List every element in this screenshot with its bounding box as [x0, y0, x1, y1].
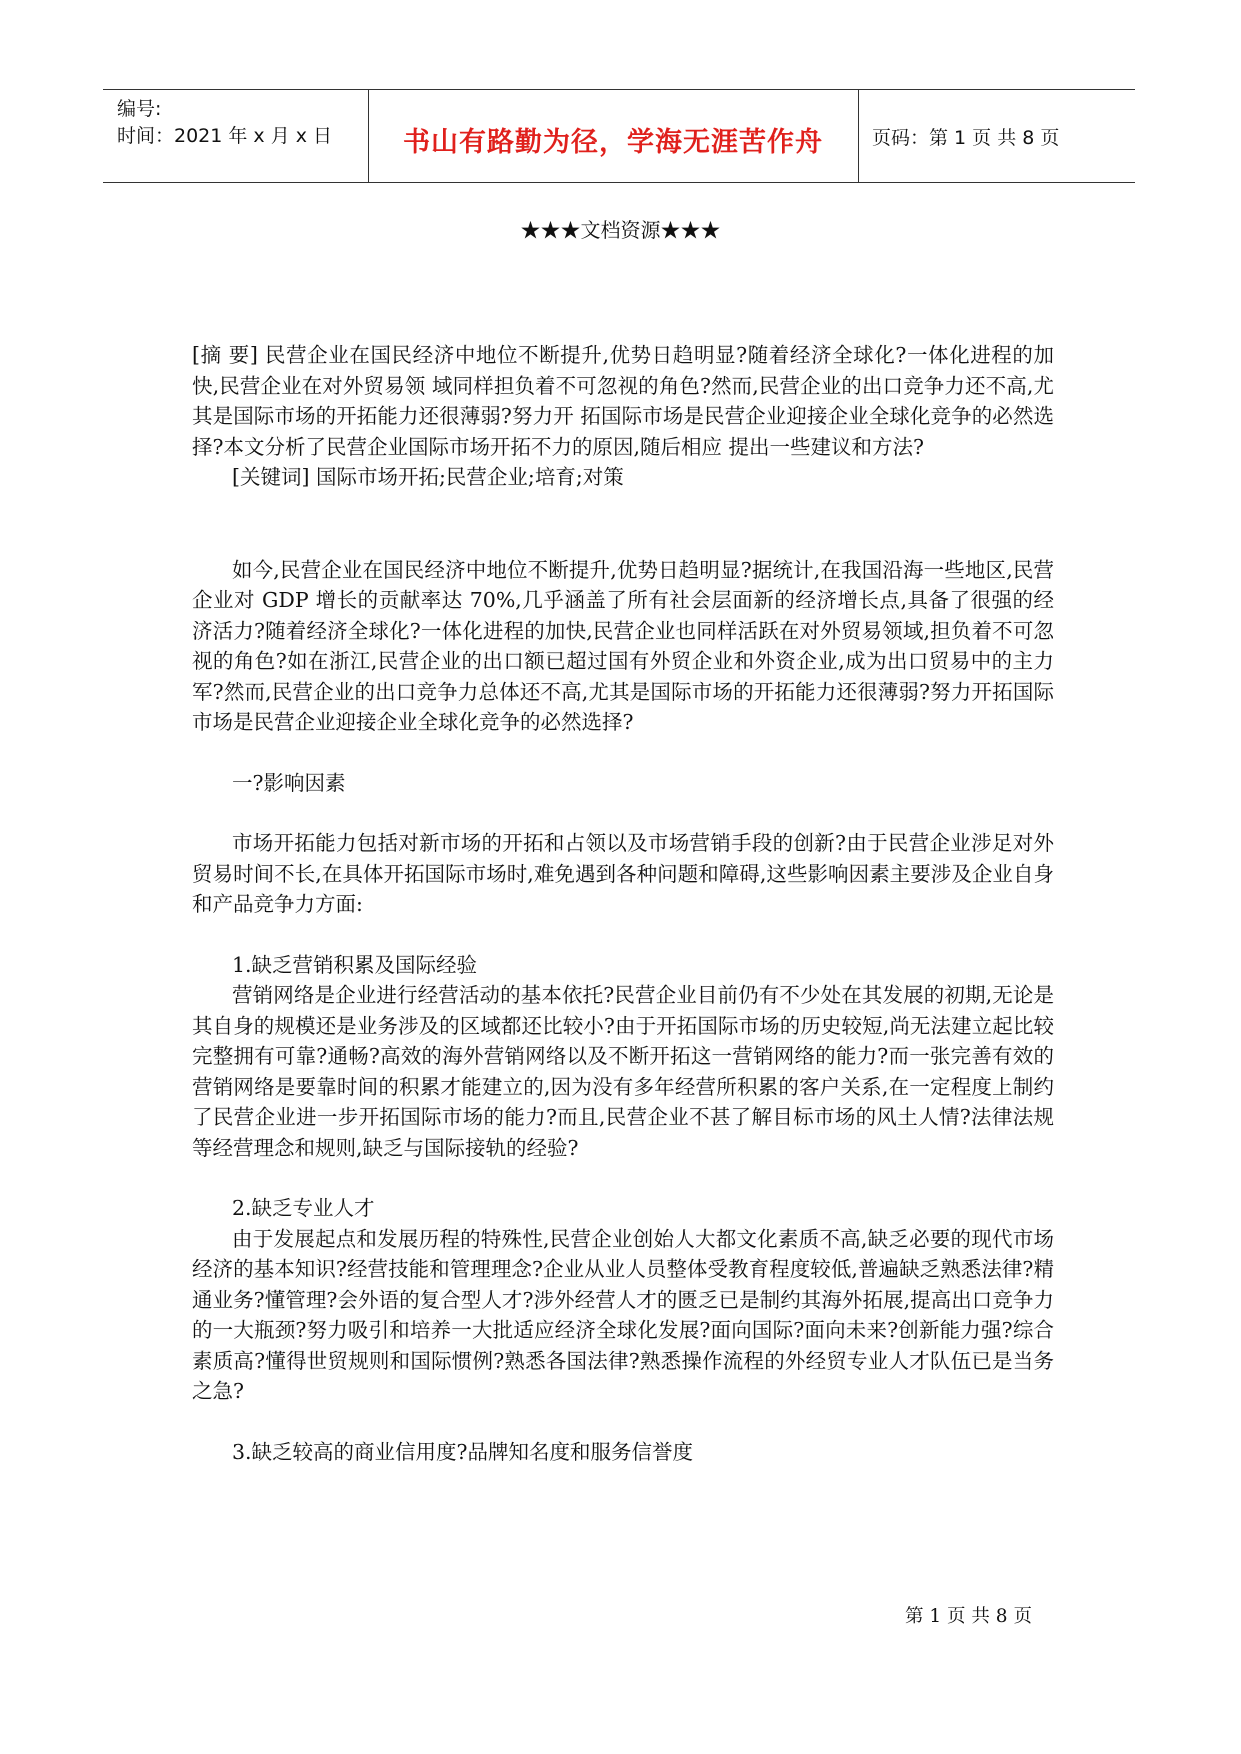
subsection-heading-3: 3.缺乏较高的商业信用度?品牌知名度和服务信誉度 — [232, 1439, 694, 1464]
section-heading: 一?影响因素 — [232, 770, 346, 795]
header-left-cell — [103, 90, 369, 182]
intro-paragraph: 如今,民营企业在国民经济中地位不断提升,优势日趋明显?据统计,在我国沿海一些地区,民营企业对 GDP 增长的贡献率达 70%,几乎涵盖了所有社会层面新的经济增长点,具备了很强的经济活力?随着经济全球化?一体化进程的加快,民营企业也同样活跃在对外贸易领域,担负着不可忽视的角色?如在浙江,民营企业的出口额已超过国有外贸企业和外资企业,成为出口贸易中的主力军?然而,民营企业的出口竞争力总体还不高,尤其是国际市场的开拓能力还很薄弱?努力开拓国际市场是民营企业迎接企业全球化竞争的必然选择? — [192, 557, 1054, 734]
document-banner: ★★★文档资源★★★ — [520, 218, 721, 242]
page-footer: 第 1 页 共 8 页 — [905, 1606, 1032, 1627]
header-right-cell — [858, 90, 1135, 182]
subsection-paragraph-1: 营销网络是企业进行经营活动的基本依托?民营企业目前仍有不少处在其发展的初期,无论是其自身的规模还是业务涉及的区域都还比较小?由于开拓国际市场的历史较短,尚无法建立起比较完整拥有可靠?通畅?高效的海外营销网络以及不断开拓这一营销网络的能力?而一张完善有效的营销网络是要靠时间的积累才能建立的,因为没有多年经营所积累的客户关系,在一定程度上制约了民营企业进一步开拓国际市场的能力?而且,民营企业不甚了解目标市场的风土人情?法律法规等经营理念和规则,缺乏与国际接轨的经验? — [192, 983, 1054, 1160]
document-time: 时间：2021 年 x 月 x 日 — [117, 125, 333, 147]
header-motto: 书山有路勤为径，学海无涯苦作舟 — [403, 127, 823, 158]
header-middle-cell — [368, 90, 859, 182]
subsection-paragraph-2: 由于发展起点和发展历程的特殊性,民营企业创始人大都文化素质不高,缺乏必要的现代市场经济的基本知识?经营技能和管理理念?企业从业人员整体受教育程度较低,普遍缺乏熟悉法律?精通业务?懂管理?会外语的复合型人才?涉外经营人才的匮乏已是制约其海外拓展,提高出口竞争力的一大瓶颈?努力吸引和培养一大批适应经济全球化发展?面向国际?面向未来?创新能力强?综合素质高?懂得世贸规则和国际惯例?熟悉各国法律?熟悉操作流程的外经贸专业人才队伍已是当务之急? — [192, 1226, 1054, 1403]
document-header — [103, 89, 1135, 183]
header-page-info: 页码：第 1 页 共 8 页 — [872, 127, 1060, 149]
document-number-label: 编号: — [117, 98, 162, 120]
document-body — [192, 340, 1054, 1467]
subsection-heading-2: 2.缺乏专业人才 — [232, 1196, 375, 1220]
keywords-line: [关键词] 国际市场开拓;民营企业;培育;对策 — [232, 465, 624, 489]
subsection-heading-1: 1.缺乏营销积累及国际经验 — [232, 952, 478, 977]
section-paragraph: 市场开拓能力包括对新市场的开拓和占领以及市场营销手段的创新?由于民营企业涉足对外贸易时间不长,在具体开拓国际市场时,难免遇到各种问题和障碍,这些影响因素主要涉及企业自身和产品竞争力方面: — [192, 831, 1054, 916]
abstract-paragraph: [摘 要] 民营企业在国民经济中地位不断提升,优势日趋明显?随着经济全球化?一体化进程的加快,民营企业在对外贸易领 域同样担负着不可忽视的角色?然而,民营企业的出口竞争力还不高,尤其是国际市场的开拓能力还很薄弱?努力开 拓国际市场是民营企业迎接企业全球化竞争的必然选择?本文分析了民营企业国际市场开拓不力的原因,随后相应 提出一些建议和方法? — [192, 343, 1054, 459]
